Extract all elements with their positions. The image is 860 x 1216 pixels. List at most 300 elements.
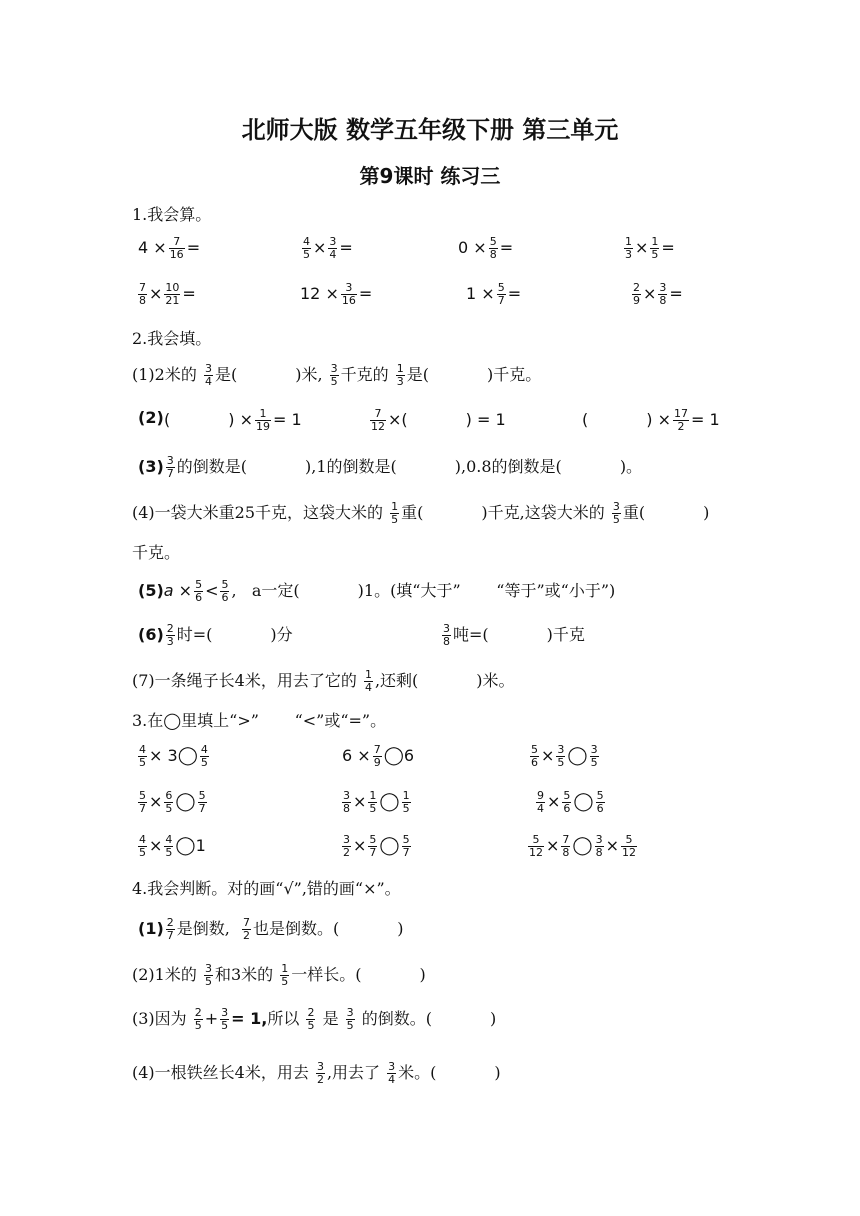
text-segment: ( [164, 410, 171, 429]
judge-question-2 [132, 962, 426, 988]
text-segment: 的倒数。( [361, 1009, 433, 1028]
text-segment: × [541, 746, 555, 765]
numerator: 5 [596, 789, 604, 802]
denominator: 16 [169, 248, 184, 261]
denominator: 3 [396, 375, 404, 388]
text-segment: (1) [138, 919, 164, 938]
fraction [624, 236, 633, 261]
text-segment: )千克 [546, 625, 585, 644]
fraction [528, 834, 544, 859]
numerator: 17 [674, 407, 688, 420]
denominator: 6 [596, 802, 604, 815]
text-segment: × [547, 792, 561, 811]
numerator: 4 [303, 235, 310, 248]
numerator: 7 [370, 408, 386, 421]
text-segment: × [353, 792, 367, 811]
text-segment: < [205, 581, 219, 600]
denominator: 8 [343, 802, 350, 815]
numerator: 4 [165, 833, 173, 846]
compare-r1c2 [342, 744, 414, 769]
fraction [204, 963, 213, 988]
fraction [390, 501, 399, 526]
numerator: 3 [204, 962, 212, 975]
fill-question-2a [164, 408, 302, 433]
text-segment: + [204, 1009, 219, 1028]
numerator: 3 [330, 362, 338, 375]
text-segment: × [149, 836, 163, 855]
numerator: 1 [364, 668, 372, 681]
whole-number: 4 [138, 238, 149, 257]
equals-sign: = [339, 238, 353, 257]
numerator: 7 [243, 916, 251, 929]
fraction [562, 790, 571, 815]
numerator: 1 [369, 789, 377, 802]
denominator: 2 [677, 420, 685, 433]
text-segment: “等于”或“小于”) [496, 581, 616, 600]
fraction [442, 623, 451, 648]
text-segment: × [605, 836, 619, 855]
numerator: 4 [139, 833, 146, 846]
fraction [194, 1007, 203, 1032]
text-segment: × [149, 792, 163, 811]
text-segment: )。 [619, 457, 643, 476]
fraction [373, 744, 382, 769]
numerator: 7 [169, 236, 185, 249]
text-segment: )千克。 [487, 365, 542, 384]
answer-circle[interactable]: ◯ [572, 835, 593, 856]
section-2-title: 2.我会填。 [132, 329, 212, 348]
text-segment: ,用去了 [326, 1063, 381, 1082]
denominator: 6 [563, 802, 571, 815]
times-sign: × [325, 284, 339, 303]
fraction [138, 834, 147, 859]
fraction [342, 790, 351, 815]
fraction [166, 455, 175, 480]
calc-a1 [138, 236, 200, 261]
fraction [138, 790, 147, 815]
fraction [164, 790, 173, 815]
fraction [342, 834, 351, 859]
equals-sign: = [186, 238, 201, 257]
denominator: 4 [364, 681, 372, 694]
text-segment: (6) [138, 625, 164, 644]
text-segment: ) [494, 1063, 501, 1082]
denominator: 4 [329, 248, 337, 261]
fraction [302, 236, 311, 261]
text-segment: 千克的 [340, 365, 389, 384]
fraction [138, 744, 147, 769]
text-segment: × [388, 410, 402, 429]
fraction [632, 282, 641, 307]
fill-question-6a [138, 622, 293, 648]
numerator: 3 [343, 789, 350, 802]
numerator: 7 [562, 833, 570, 846]
numerator: 2 [633, 281, 640, 294]
fraction [316, 1061, 325, 1086]
denominator: 7 [166, 467, 174, 480]
numerator: 3 [343, 833, 350, 846]
numerator: 2 [194, 1006, 202, 1019]
fraction [220, 579, 229, 604]
fraction [194, 579, 203, 604]
fraction [556, 744, 565, 769]
text-segment: (2)1米的 [132, 965, 197, 984]
denominator: 7 [139, 802, 146, 815]
compare-r2c3 [534, 790, 607, 815]
fraction [138, 282, 147, 307]
text-segment: × [239, 410, 253, 429]
fraction [612, 501, 621, 526]
denominator: 7 [166, 929, 174, 942]
text-segment: 的倒数是( [176, 457, 248, 476]
fill-question-2-label: (2) [138, 408, 164, 427]
numerator: 3 [443, 622, 450, 635]
text-segment: )1。(填“大于” [357, 581, 461, 600]
denominator: 8 [595, 846, 603, 859]
text-segment: )千克,这袋大米的 [481, 503, 605, 522]
numerator: 3 [659, 281, 667, 294]
text-segment: 6 [403, 746, 415, 765]
numerator: 3 [341, 282, 357, 295]
answer-circle[interactable]: ◯ [383, 745, 404, 766]
times-sign: × [473, 238, 487, 257]
text-segment: = 1 [273, 410, 302, 429]
calc-b3 [466, 282, 521, 307]
numerator: 3 [595, 833, 603, 846]
denominator: 5 [303, 248, 310, 261]
numerator: 7 [139, 281, 146, 294]
numerator: 10 [165, 281, 180, 294]
denominator: 9 [633, 294, 640, 307]
compare-r3c1 [136, 834, 206, 859]
text-segment: ,还剩( [374, 671, 419, 690]
answer-circle[interactable]: ◯ [175, 791, 196, 812]
fraction [328, 236, 337, 261]
numerator: 5 [139, 789, 146, 802]
fraction [402, 834, 411, 859]
fill-question-2b [368, 408, 506, 433]
page-title: 北师大版 数学五年级下册 第三单元 [241, 116, 619, 144]
denominator: 19 [256, 420, 270, 433]
equals-sign: = [507, 284, 522, 303]
fraction [489, 236, 498, 261]
text-segment: × [657, 410, 671, 429]
fill-question-6b [440, 622, 585, 648]
fraction [497, 282, 506, 307]
numerator: 1 [281, 962, 289, 975]
denominator: 5 [139, 846, 146, 859]
denominator: 5 [402, 802, 410, 815]
numerator: 3 [346, 1006, 354, 1019]
text-segment: 重( [401, 503, 424, 522]
denominator: 8 [562, 846, 570, 859]
judge-question-3 [132, 1006, 496, 1032]
denominator: 5 [200, 756, 208, 769]
whole-number: 1 [466, 284, 477, 303]
denominator: 5 [281, 975, 289, 988]
judge-question-4 [132, 1060, 501, 1086]
fraction [164, 282, 180, 307]
denominator: 5 [590, 756, 598, 769]
text-segment: 是( [406, 365, 429, 384]
text-segment: × [149, 746, 163, 765]
text-segment: )分 [270, 625, 293, 644]
text-segment: ( [582, 410, 589, 429]
fraction [402, 790, 411, 815]
answer-circle[interactable]: ◯ [175, 835, 196, 856]
fraction [673, 408, 689, 433]
numerator: 5 [531, 743, 538, 756]
text-segment: (4)一根铁丝长4米，用去 [132, 1063, 309, 1082]
denominator: 2 [316, 1073, 324, 1086]
denominator: 7 [369, 846, 377, 859]
fill-question-2c [582, 408, 720, 433]
numerator: 6 [165, 789, 173, 802]
times-sign: × [635, 238, 649, 257]
text-segment: × [353, 836, 367, 855]
fraction [561, 834, 570, 859]
text-segment: = 1 [477, 410, 506, 429]
text-segment: ) [228, 410, 235, 429]
numerator: 4 [200, 743, 208, 756]
answer-circle[interactable]: ◯ [379, 835, 400, 856]
compare-r3c2 [340, 834, 413, 859]
text-segment: )米, [295, 365, 323, 384]
numerator: 1 [625, 235, 632, 248]
section-4-title: 4.我会判断。对的画“√”,错的画“×”。 [132, 879, 401, 898]
denominator: 2 [243, 929, 251, 942]
text-segment: 是( [214, 365, 238, 384]
compare-r3c3 [526, 834, 639, 859]
text-segment: a [163, 581, 174, 600]
equals-sign: = [669, 284, 683, 303]
fraction [164, 834, 173, 859]
fraction [220, 1007, 229, 1032]
answer-circle[interactable]: ◯ [567, 745, 588, 766]
denominator: 4 [388, 1073, 396, 1086]
text-segment: 6 [342, 746, 353, 765]
text-segment: ) [646, 410, 653, 429]
numerator: 3 [329, 235, 337, 248]
fraction [621, 834, 637, 859]
fill-question-4-cont: 千克。 [132, 543, 181, 562]
fraction [242, 917, 251, 942]
numerator: 3 [590, 743, 598, 756]
fraction [387, 1061, 396, 1086]
fraction [346, 1007, 355, 1032]
fraction [204, 363, 213, 388]
denominator: 5 [204, 975, 212, 988]
text-segment: 米。( [398, 1063, 437, 1082]
denominator: 8 [489, 248, 497, 261]
text-segment: 吨=( [453, 625, 489, 644]
compare-r2c1 [136, 790, 209, 815]
numerator: 3 [316, 1060, 324, 1073]
calc-a2 [300, 236, 353, 261]
section-1-title: 1.我会算。 [132, 205, 212, 224]
numerator: 5 [621, 834, 637, 847]
numerator: 2 [307, 1006, 315, 1019]
text-segment: = 1 [691, 410, 720, 429]
text-segment: 重( [622, 503, 646, 522]
numerator: 3 [204, 362, 212, 375]
denominator: 5 [139, 756, 146, 769]
text-segment: (3) [138, 457, 164, 476]
equals-sign: = [499, 238, 514, 257]
calc-b1 [136, 282, 196, 307]
fraction [596, 790, 605, 815]
lesson-subtitle: 第9课时 练习三 [359, 164, 501, 188]
denominator: 5 [165, 802, 173, 815]
denominator: 5 [194, 1019, 202, 1032]
text-segment: ),0.8的倒数是( [454, 457, 562, 476]
denominator: 6 [531, 756, 538, 769]
numerator: 2 [166, 622, 174, 635]
denominator: 5 [612, 513, 620, 526]
text-segment: ) [465, 410, 472, 429]
fill-question-4 [132, 500, 709, 526]
times-sign: × [149, 284, 163, 303]
text-segment: , [231, 581, 237, 600]
text-segment: 和3米的 [214, 965, 274, 984]
fill-question-7 [132, 668, 515, 694]
text-segment: 是 [322, 1009, 339, 1028]
denominator: 7 [198, 802, 206, 815]
compare-r1c3 [528, 744, 601, 769]
fraction [396, 363, 405, 388]
equals-sign: = [182, 284, 196, 303]
numerator: 3 [557, 743, 565, 756]
numerator: 1 [402, 789, 410, 802]
denominator: 7 [402, 846, 410, 859]
numerator: 3 [388, 1060, 396, 1073]
calc-b2 [300, 282, 372, 307]
denominator: 5 [391, 513, 399, 526]
text-segment: (4)一袋大米重25千克，这袋大米的 [132, 503, 384, 522]
denominator: 12 [529, 846, 543, 859]
denominator: 4 [204, 375, 212, 388]
fraction [198, 790, 207, 815]
denominator: 21 [165, 294, 180, 307]
denominator: 8 [139, 294, 146, 307]
times-sign: × [153, 238, 167, 257]
whole-number: 0 [458, 238, 469, 257]
text-segment: ),1的倒数是( [305, 457, 397, 476]
fraction [590, 744, 599, 769]
text-segment: ) [397, 919, 404, 938]
numerator: 1 [391, 500, 399, 513]
fraction [280, 963, 289, 988]
text-segment: × [357, 746, 371, 765]
numerator: 3 [221, 1006, 229, 1019]
fraction [650, 236, 659, 261]
calc-a4 [622, 236, 675, 261]
text-segment: “<”或“=”。 [294, 711, 387, 730]
compare-r2c2 [340, 790, 413, 815]
text-segment: × [546, 836, 560, 855]
denominator: 3 [625, 248, 632, 261]
text-segment: 是倒数, [176, 919, 230, 938]
denominator: 5 [369, 802, 377, 815]
numerator: 5 [489, 235, 497, 248]
numerator: 5 [497, 281, 505, 294]
times-sign: × [643, 284, 657, 303]
numerator: 2 [166, 916, 174, 929]
fraction [166, 917, 175, 942]
judge-question-1 [138, 916, 404, 942]
numerator: 5 [195, 578, 203, 591]
fraction [200, 744, 209, 769]
fraction [166, 623, 175, 648]
denominator: 5 [165, 846, 173, 859]
fraction [341, 282, 357, 307]
fill-question-1 [132, 362, 541, 388]
denominator: 9 [373, 756, 381, 769]
calc-b4 [630, 282, 683, 307]
text-segment: ( [401, 410, 408, 429]
equals-sign: = [661, 238, 675, 257]
fraction [530, 744, 539, 769]
fraction [368, 790, 377, 815]
text-segment: (7)一条绳子长4米，用去了它的 [132, 671, 357, 690]
numerator: 3 [166, 454, 174, 467]
denominator: 5 [330, 375, 338, 388]
numerator: 1 [396, 362, 404, 375]
numerator: 5 [402, 833, 410, 846]
text-segment: 也是倒数。( [253, 919, 340, 938]
answer-circle[interactable]: ◯ [379, 791, 400, 812]
answer-circle[interactable]: ◯ [573, 791, 594, 812]
text-segment: ) [703, 503, 710, 522]
fill-question-5 [138, 578, 615, 604]
denominator: 7 [497, 294, 505, 307]
text-segment: a一定( [251, 581, 300, 600]
text-segment: 一样长。( [291, 965, 362, 984]
denominator: 12 [371, 420, 385, 433]
text-segment: ) [419, 965, 426, 984]
numerator: 5 [528, 834, 544, 847]
denominator: 5 [307, 1019, 315, 1032]
text-segment: )米。 [476, 671, 515, 690]
denominator: 6 [221, 591, 229, 604]
calc-a3 [458, 236, 513, 261]
fill-question-3 [138, 454, 642, 480]
text-segment: 所以 [267, 1009, 300, 1028]
denominator: 12 [621, 846, 636, 859]
fraction [364, 669, 373, 694]
numerator: 4 [139, 743, 146, 756]
numerator: 5 [563, 789, 571, 802]
denominator: 5 [221, 1019, 229, 1032]
fraction [368, 834, 377, 859]
denominator: 16 [341, 294, 356, 307]
times-sign: × [313, 238, 327, 257]
text-segment: 3.在◯里填上“>” [132, 711, 259, 730]
whole-number: 12 [300, 284, 321, 303]
text-segment: 3 [167, 746, 178, 765]
denominator: 6 [195, 591, 203, 604]
text-segment: (1)2米的 [132, 365, 197, 384]
fraction [536, 790, 545, 815]
denominator: 2 [343, 846, 350, 859]
equals-sign: = [358, 284, 373, 303]
text-segment: 时=( [176, 625, 213, 644]
numerator: 5 [221, 578, 229, 591]
denominator: 5 [346, 1019, 354, 1032]
answer-circle[interactable]: ◯ [177, 745, 198, 766]
fraction [330, 363, 339, 388]
fraction [658, 282, 667, 307]
